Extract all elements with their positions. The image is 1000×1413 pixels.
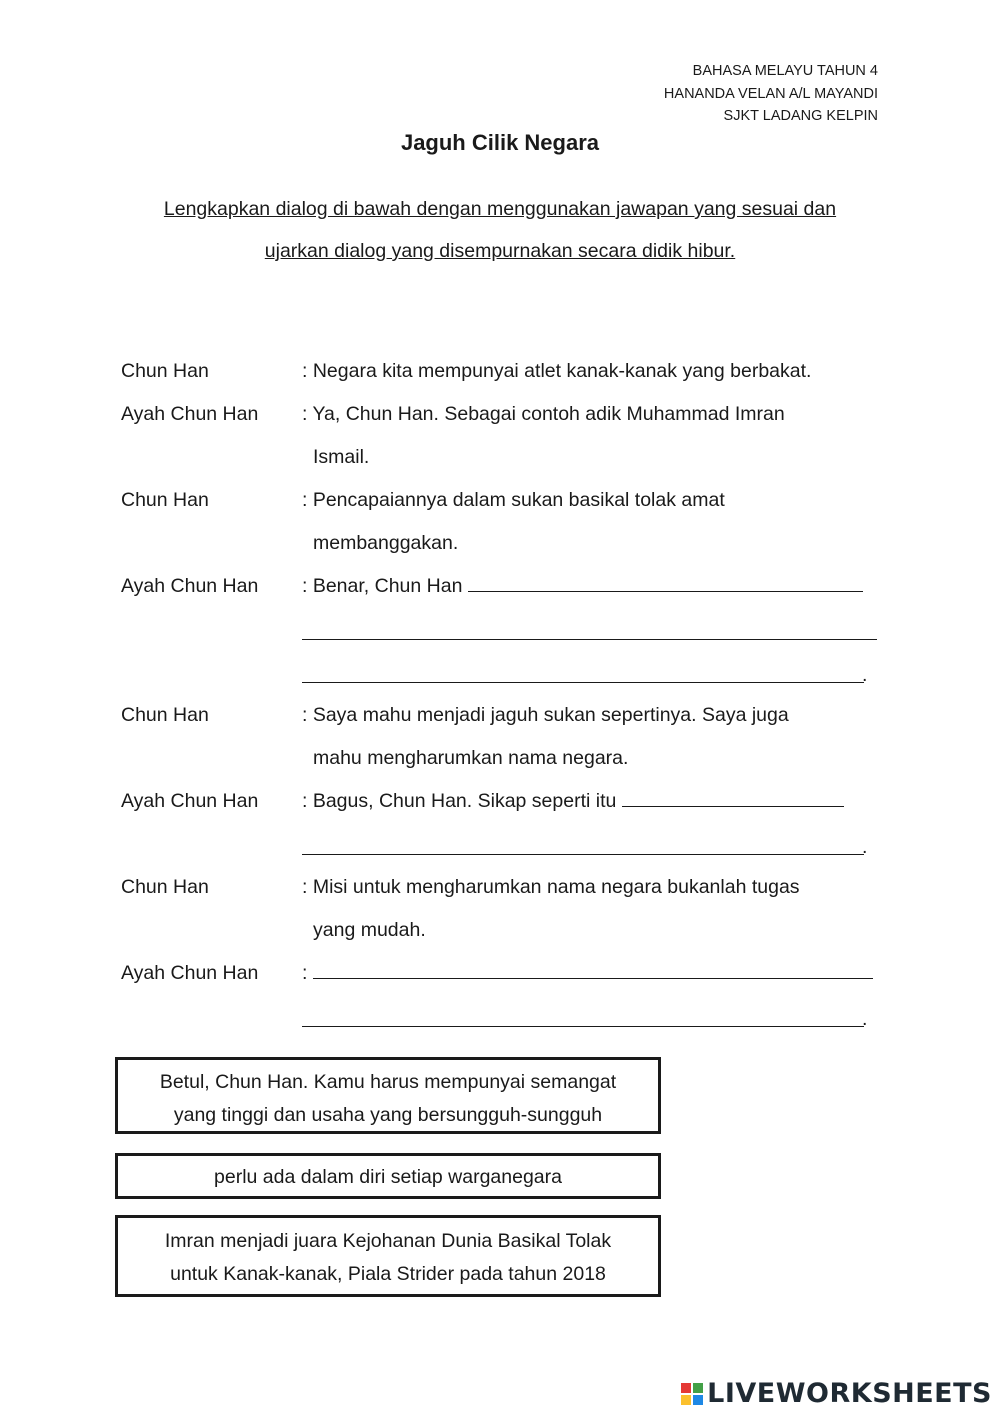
answer-option-line: perlu ada dalam diri setiap warganegara: [214, 1166, 562, 1188]
answer-option[interactable]: [115, 1057, 661, 1134]
speech-line: : Ya, Chun Han. Sebagai contoh adik Muhammad Imran: [302, 403, 785, 425]
speech-line: Ismail.: [313, 446, 370, 468]
dialog-row: [121, 952, 881, 1038]
speech: [302, 780, 881, 866]
answer-blank-line[interactable]: [302, 995, 881, 1038]
speech-line: : Negara kita mempunyai atlet kanak-kanak yang berbakat.: [302, 360, 812, 382]
instruction-line: Lengkapkan dialog di bawah dengan menggunakan jawapan yang sesuai dan: [163, 198, 837, 220]
speech-line: : Pencapaiannya dalam sukan basikal tolak amat: [302, 489, 725, 511]
page-title: Jaguh Cilik Negara: [400, 130, 600, 155]
answer-blank-line[interactable]: [302, 651, 881, 694]
answer-option[interactable]: [115, 1215, 661, 1297]
answer-blank-line[interactable]: [302, 823, 881, 866]
answer-blank[interactable]: [468, 565, 863, 592]
period: .: [862, 1008, 868, 1030]
answer-blank-line[interactable]: [302, 608, 881, 651]
speaker: Chun Han: [121, 360, 209, 382]
header-subject: BAHASA MELAYU TAHUN 4: [692, 63, 878, 79]
period: .: [862, 836, 868, 858]
speech-line: :: [302, 962, 308, 984]
speech: [302, 350, 881, 393]
speaker: Ayah Chun Han: [121, 962, 259, 984]
header-teacher: HANANDA VELAN A/L MAYANDI: [663, 85, 878, 102]
answer-blank[interactable]: [622, 780, 844, 807]
speech-line: : Misi untuk mengharumkan nama negara bukanlah tugas: [302, 876, 800, 898]
speech-line: : Bagus, Chun Han. Sikap seperti itu: [302, 790, 617, 812]
logo-mark-icon: [681, 1383, 703, 1405]
dialog-row: [121, 694, 881, 780]
dialog-row: [121, 393, 881, 479]
dialog-row: [121, 350, 881, 393]
speech: [302, 393, 881, 479]
answer-option-line: Imran menjadi juara Kejohanan Dunia Basikal Tolak: [164, 1230, 612, 1252]
speech: [302, 952, 881, 1038]
speaker: Ayah Chun Han: [121, 790, 259, 812]
speech-line: : Saya mahu menjadi jaguh sukan sepertinya. Saya juga: [302, 704, 789, 726]
speech: [302, 565, 881, 694]
period: .: [862, 664, 868, 686]
answer-option-line: Betul, Chun Han. Kamu harus mempunyai semangat: [159, 1071, 617, 1093]
speech-line: yang mudah.: [313, 919, 426, 941]
answer-option-line: yang tinggi dan usaha yang bersungguh-sungguh: [173, 1104, 603, 1126]
speech-line: mahu mengharumkan nama negara.: [313, 747, 629, 769]
speaker: Chun Han: [121, 489, 209, 511]
speech: [302, 479, 881, 565]
logo-text: LIVEWORKSHEETS: [707, 1378, 992, 1409]
instruction: [120, 188, 880, 272]
answer-blank[interactable]: [313, 952, 873, 979]
speech-line: : Benar, Chun Han: [302, 575, 463, 597]
speech: [302, 694, 881, 780]
liveworksheets-logo: [681, 1378, 992, 1409]
dialog-row: [121, 479, 881, 565]
dialog-row: [121, 866, 881, 952]
speaker: Ayah Chun Han: [121, 575, 259, 597]
header-school: SJKT LADANG KELPIN: [723, 108, 878, 124]
answer-option-line: untuk Kanak-kanak, Piala Strider pada tahun 2018: [170, 1263, 606, 1285]
answer-option[interactable]: [115, 1153, 661, 1199]
dialog-row: [121, 780, 881, 866]
dialog: [121, 350, 881, 1038]
speech: [302, 866, 881, 952]
dialog-row: [121, 565, 881, 694]
speaker: Ayah Chun Han: [121, 403, 259, 425]
speaker: Chun Han: [121, 704, 209, 726]
speech-line: membanggakan.: [313, 532, 459, 554]
header-info: [664, 60, 878, 128]
speaker: Chun Han: [121, 876, 209, 898]
instruction-line: ujarkan dialog yang disempurnakan secara didik hibur.: [264, 240, 736, 262]
